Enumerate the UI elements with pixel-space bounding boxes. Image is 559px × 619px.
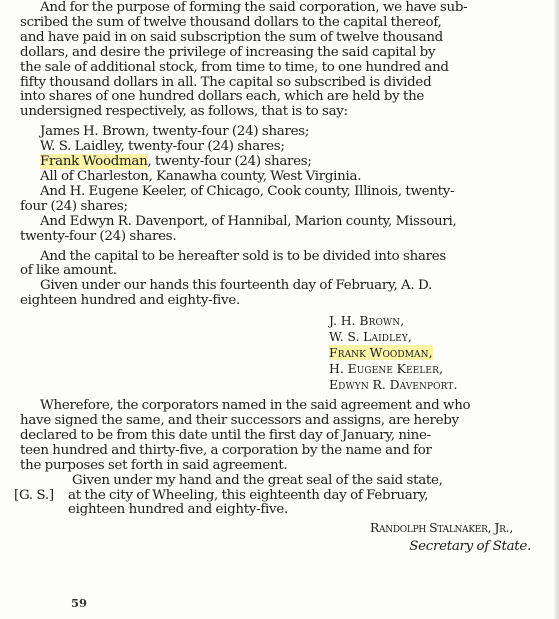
shareholder-line: W. S. Laidley, twenty-four (24) shares; [40,139,285,155]
text-line: declared to be from this date until the first day of January, nine- [20,427,431,443]
shareholder-line: Frank Woodman, twenty-four (24) shares; [40,154,312,170]
text-line: have signed the same, and their successors and assigns, are hereby [20,413,459,429]
paragraph-capital [20,250,535,280]
text-line: dollars, and desire the privilege of increasing the said capital by [20,44,436,60]
text-line: eighteen hundred and eighty-five. [20,293,240,309]
seal-row [14,487,535,504]
text-line: at the city of Wheeling, this eighteenth day of February, [68,487,429,503]
shareholder-line: And Edwyn R. Davenport, of Hannibal, Marion county, Missouri, [40,213,457,229]
signature-line: H. Eugene Keeler, [329,361,444,377]
text-line: fifty thousand dollars in all. The capital so subscribed is divided [20,74,432,90]
paragraph-given [20,279,535,309]
text-line: the purposes set forth in said agreement. [20,457,288,473]
text-line: And for the purpose of forming the said corporation, we have sub- [40,0,468,15]
great-seal-mark: [G. S.] [14,487,54,503]
text-line: into shares of one hundred dollars each, which are held by the [20,89,425,105]
secretary-title: Secretary of State. [409,539,531,555]
shareholder-line: four (24) shares; [20,198,128,214]
highlighted-signature: Frank Woodman, [329,345,433,361]
shareholder-line: All of Charleston, Kanawha county, West Virginia. [40,168,362,184]
text-line: scribed the sum of twelve thousand dollars to the capital thereof, [20,14,442,30]
signature-line: J. H. Brown, [329,313,405,329]
shareholder-line: James H. Brown, twenty-four (24) shares; [40,124,310,140]
paragraph-wherefore [20,399,535,474]
highlighted-name: Frank Woodman [40,154,148,170]
page-edge-shadow [554,0,559,619]
paragraph-seal [14,472,535,519]
text-line: of like amount. [20,263,117,279]
text-line: Given under our hands this fourteenth day of February, A. D. [40,278,432,294]
paragraph-subscription [20,1,535,120]
shareholder-line: twenty-four (24) shares. [20,228,177,244]
text-line: and have paid in on said subscription the sum of twelve thousand [20,29,443,45]
text-line: undersigned respectively, as follows, that is to say: [20,104,348,120]
signature-line [329,345,535,361]
text-line: the sale of additional stock, from time to time, to one hundred and [20,59,449,75]
shareholder-line: And H. Eugene Keeler, of Chicago, Cook county, Illinois, twenty- [40,183,455,199]
page-number: 59 [71,596,88,610]
text-line: eighteen hundred and eighty-five. [68,502,288,518]
secretary-name: Randolph Stalnaker, Jr., [369,520,513,536]
text-line: Wherefore, the corporators named in the said agreement and who [40,398,471,414]
text-line: teen hundred and thirty-five, a corporation by the name and for [20,442,432,458]
signature-block [329,313,535,393]
signature-line: Edwyn R. Davenport. [329,377,458,393]
signature-line: W. S. Laidley, [329,329,412,345]
text-line: And the capital to be hereafter sold is to be divided into shares [40,248,446,264]
text-line: Given under my hand and the great seal of the said state, [72,472,443,488]
shareholder-list [20,125,535,244]
secretary-signature [20,518,531,556]
